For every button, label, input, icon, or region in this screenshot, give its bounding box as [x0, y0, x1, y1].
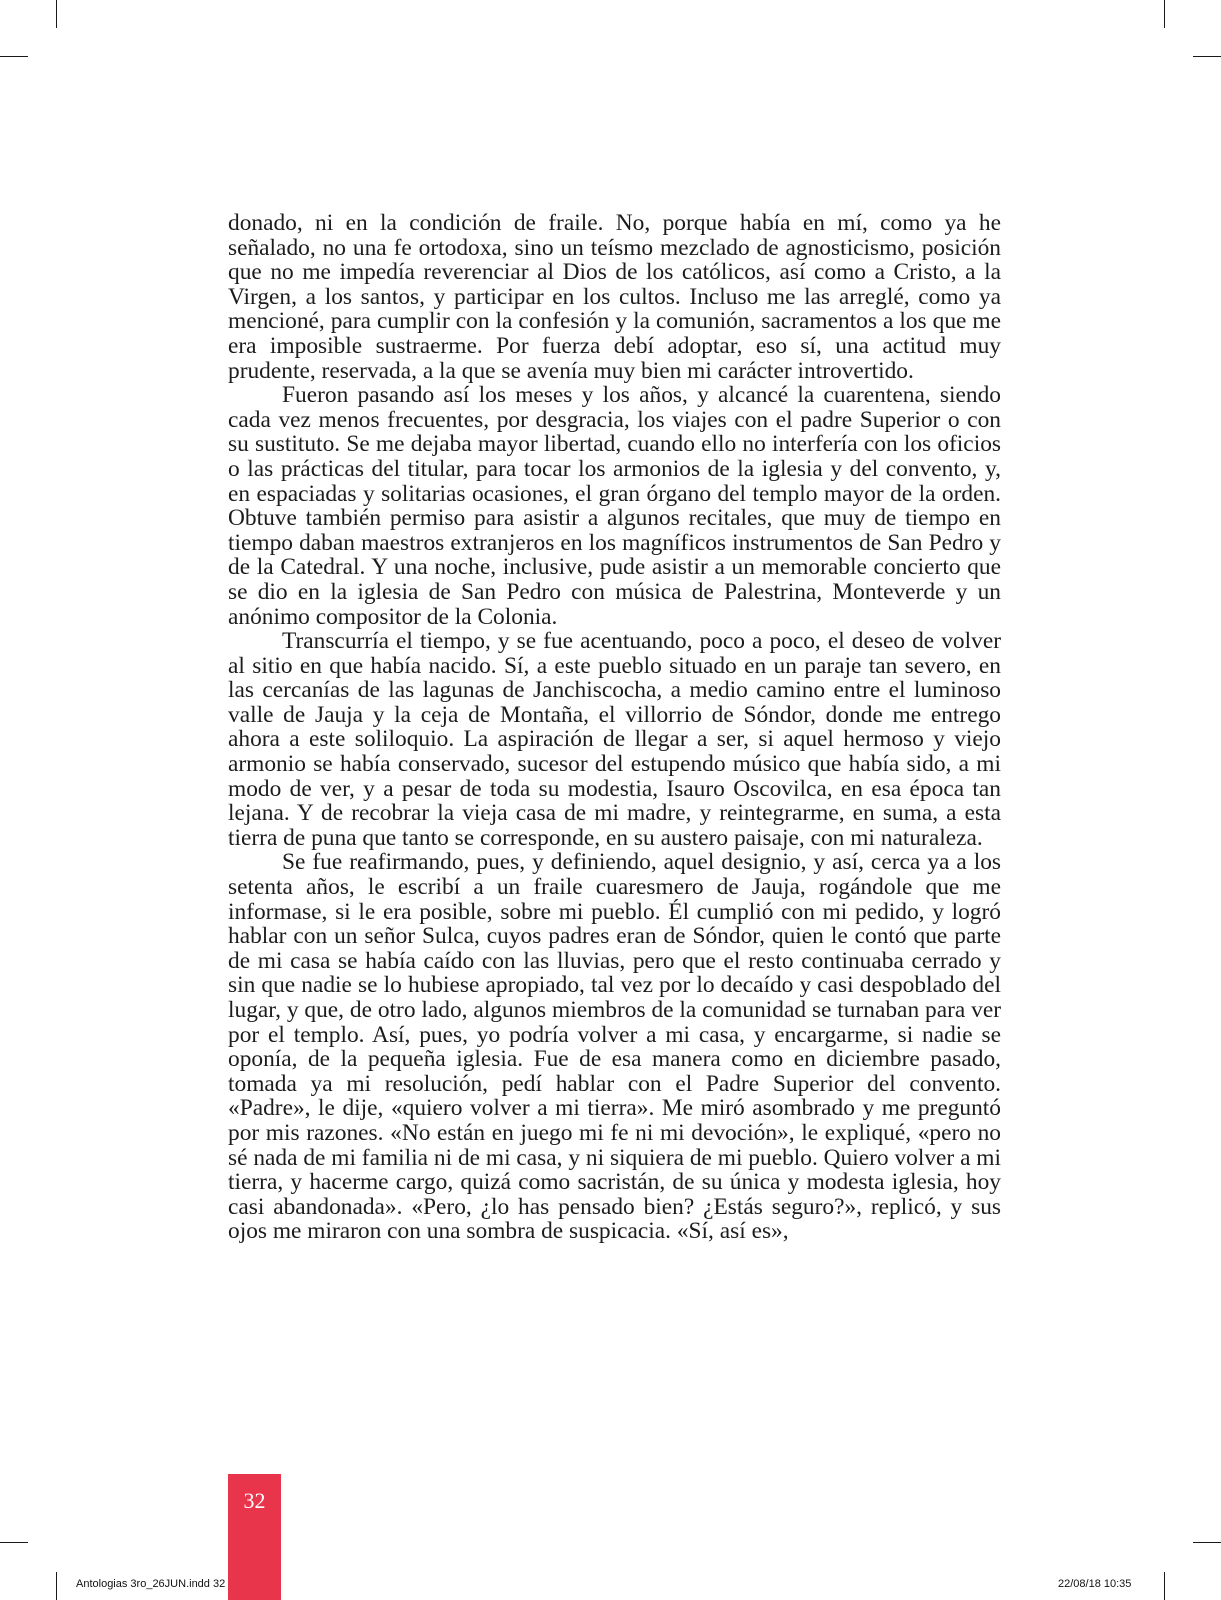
paragraph: Se fue reafirmando, pues, y definiendo, aquel designio, y así, cerca ya a los setenta años, le escribí a un fraile cuaresmero de Jauja, rogándole que me informase, si le era posible, sobre mi pueblo. Él cumplió con mi pedido, y logró hablar con un señor Sulca, cuyos padres eran de Sóndor, quien le contó que parte de mi casa se había caído con las lluvias, pero que el resto continuaba cerrado y sin que nadie se lo hubiese apropiado, tal vez por lo decaído y casi despoblado del lugar, y que, de otro lado, algunos miembros de la comunidad se turnaban para ver por el templo. Así, pues, yo podría volver a mi casa, y encargarme, si nadie se oponía, de la pequeña iglesia. Fue de esa manera como en diciembre pasado, tomada ya mi resolución, pedí hablar con el Padre Superior del convento. «Padre», le dije, «quiero volver a mi tierra». Me miró asombrado y me preguntó por mis razones. «No están en juego mi fe ni mi devoción», le expliqué, «pero no sé nada de mi familia ni de mi casa, y ni siquiera de mi pueblo. Quiero volver a mi tierra, y hacerme cargo, quizá como sacristán, de su única y modesta iglesia, hoy casi abandonada». «Pero, ¿lo has pensado bien? ¿Estás seguro?», replicó, y sus ojos me miraron con una sombra de suspicacia. «Sí, así es»,	[228, 849, 1001, 1245]
crop-mark-top-right-h	[1193, 56, 1221, 57]
crop-mark-bottom-left	[56, 1572, 57, 1600]
crop-mark-top-left	[56, 0, 57, 28]
crop-mark-bottom-right-h	[1193, 1542, 1221, 1543]
crop-mark-bottom-left-h	[0, 1542, 28, 1543]
crop-mark-top-left-h	[0, 56, 28, 57]
footer-file-info: Antologias 3ro_26JUN.indd 32	[76, 1578, 226, 1590]
paragraph: donado, ni en la condición de fraile. No, porque había en mí, como ya he señalado, no una fe ortodoxa, sino un teísmo mezclado de agnosticismo, posición que no me impedía reverenciar al Dios de los católicos, así como a Cristo, a la Virgen, a los santos, y participar en los cultos. Incluso me las arreglé, como ya mencioné, para cumplir con la confesión y la comunión, sacramentos a los que me era imposible sustraerme. Por fuerza debí adoptar, eso sí, una actitud muy prudente, reservada, a la que se avenía muy bien mi carácter introvertido.	[228, 210, 1001, 384]
paragraph: Fueron pasando así los meses y los años, y alcancé la cuarentena, siendo cada vez menos frecuentes, por desgracia, los viajes con el padre Superior o con su sustituto. Se me dejaba mayor libertad, cuando ello no interfería con los oficios o las prácticas del titular, para tocar los armonios de la iglesia y del convento, y, en espaciadas y solitarias ocasiones, el gran órgano del templo mayor de la orden. Obtuve también permiso para asistir a algunos recitales, que muy de tiempo en tiempo daban maestros extranjeros en los magníficos instrumentos de San Pedro y de la Catedral. Y una noche, inclusive, pude asistir a un memorable concierto que se dio en la iglesia de San Pedro con música de Palestrina, Monteverde y un anónimo compositor de la Colonia.	[228, 382, 1001, 630]
crop-mark-bottom-right	[1164, 1572, 1165, 1600]
page-number: 32	[243, 1488, 266, 1513]
body-text	[228, 211, 1001, 1244]
crop-mark-top-right	[1164, 0, 1165, 28]
paragraph: Transcurría el tiempo, y se fue acentuando, poco a poco, el deseo de volver al sitio en que había nacido. Sí, a este pueblo situado en un paraje tan severo, en las cercanías de las lagunas de Janchiscocha, a medio camino entre el luminoso valle de Jauja y la ceja de Montaña, el villorrio de Sóndor, donde me entrego ahora a este soliloquio. La aspiración de llegar a ser, si aquel hermoso y viejo armonio se había conservado, sucesor del estupendo músico que había sido, a mi modo de ver, y a pesar de toda su modestia, Isauro Oscovilca, en esa época tan lejana. Y de recobrar la vieja casa de mi madre, y reintegrarme, en suma, a esta tierra de puna que tanto se corresponde, en su austero paisaje, con mi naturaleza.	[228, 628, 1001, 851]
footer-date: 22/08/18 10:35	[1058, 1578, 1132, 1590]
page-number-tab	[228, 1474, 281, 1600]
